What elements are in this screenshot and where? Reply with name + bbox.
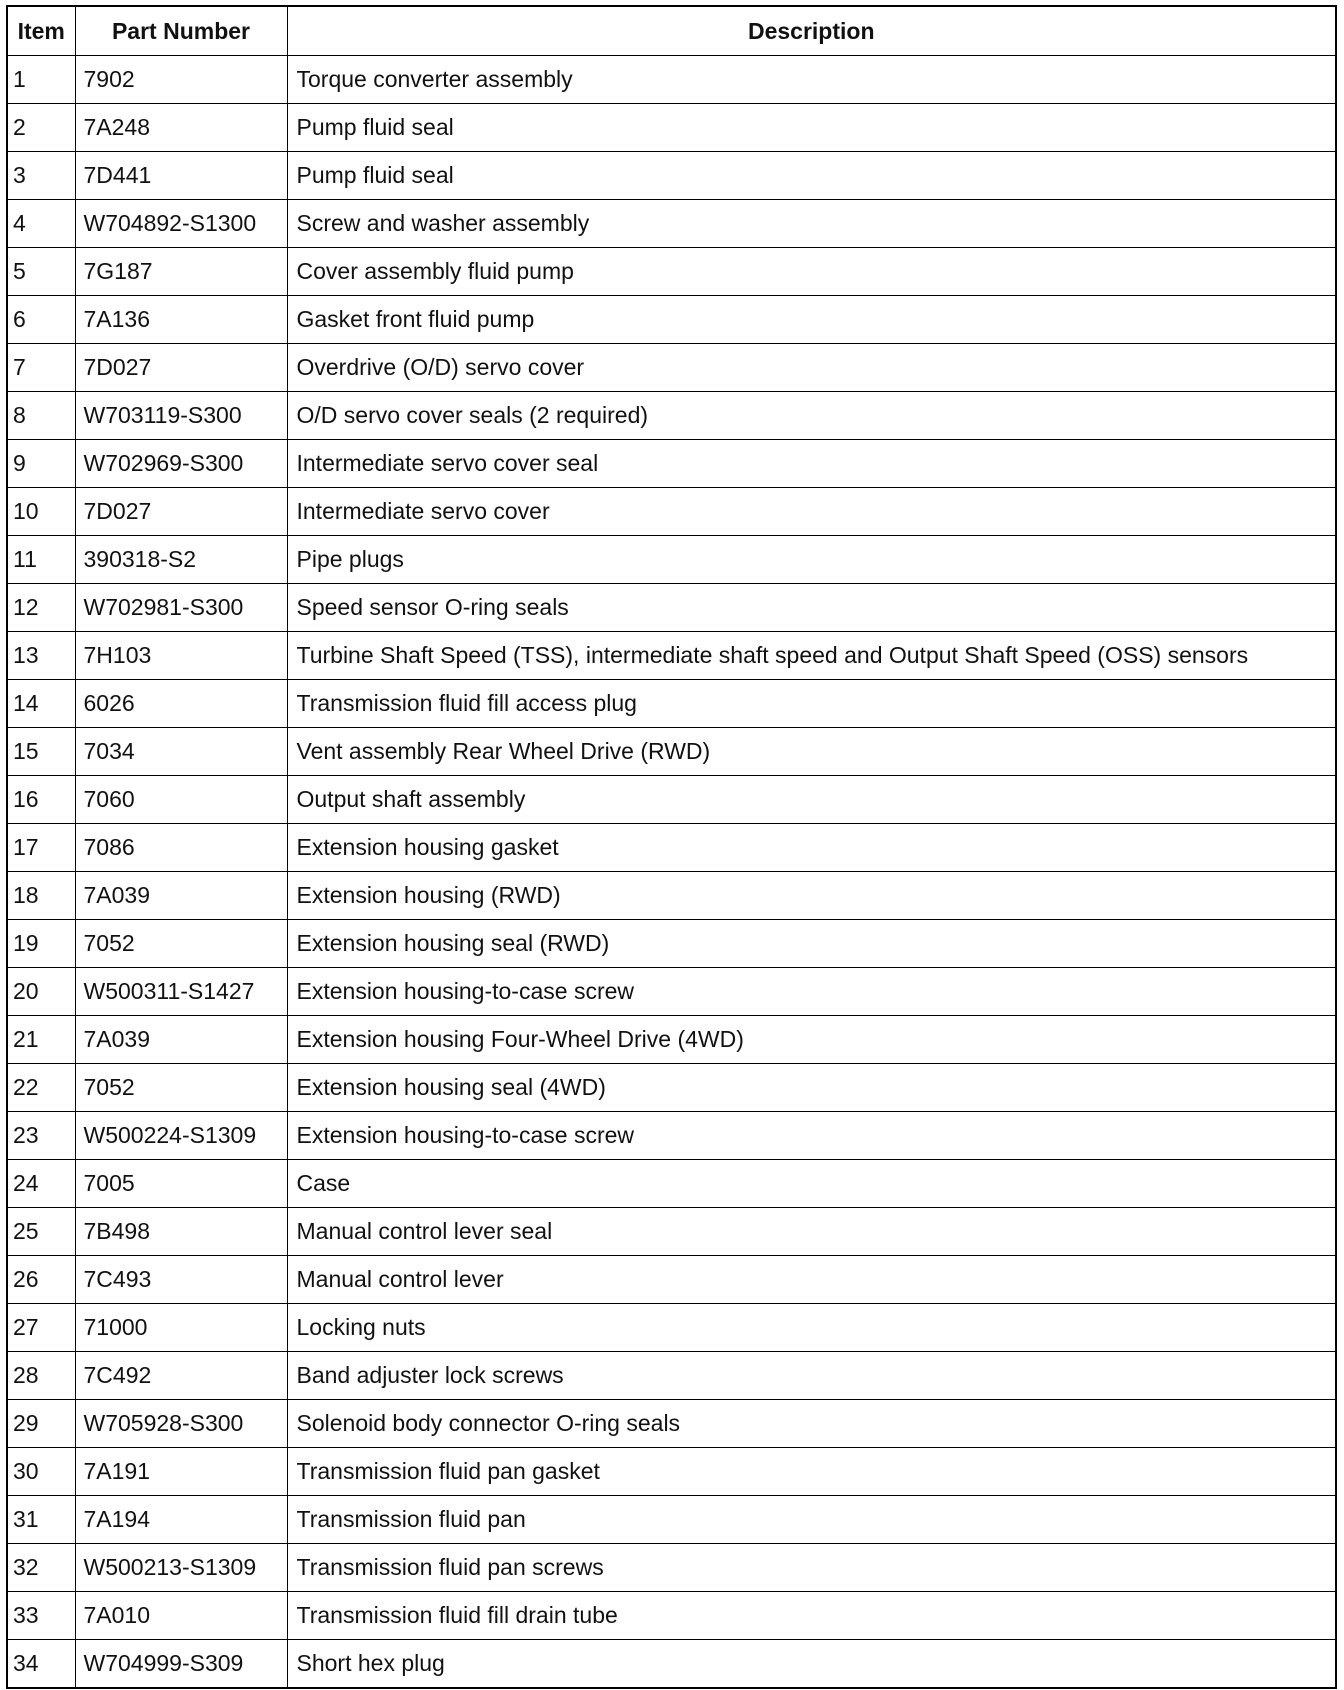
cell-item: 26 [7, 1256, 75, 1304]
table-row [7, 1160, 1336, 1208]
cell-item: 11 [7, 536, 75, 584]
cell-item: 5 [7, 248, 75, 296]
table-row [7, 1496, 1336, 1544]
cell-description: Locking nuts [287, 1304, 1336, 1352]
cell-item: 21 [7, 1016, 75, 1064]
cell-part-number: 7D441 [75, 152, 287, 200]
cell-description: Extension housing (RWD) [287, 872, 1336, 920]
header-description: Description [287, 6, 1336, 56]
cell-part-number: 6026 [75, 680, 287, 728]
table-row [7, 920, 1336, 968]
table-row [7, 152, 1336, 200]
header-item: Item [7, 6, 75, 56]
cell-part-number: W500311-S1427 [75, 968, 287, 1016]
cell-description: Pipe plugs [287, 536, 1336, 584]
cell-part-number: 7A039 [75, 872, 287, 920]
table-row [7, 488, 1336, 536]
table-row [7, 200, 1336, 248]
table-row [7, 440, 1336, 488]
cell-part-number: W702981-S300 [75, 584, 287, 632]
cell-item: 32 [7, 1544, 75, 1592]
cell-description: Extension housing seal (4WD) [287, 1064, 1336, 1112]
cell-part-number: W704892-S1300 [75, 200, 287, 248]
cell-item: 28 [7, 1352, 75, 1400]
table-header [7, 6, 1336, 56]
cell-item: 7 [7, 344, 75, 392]
cell-description: Manual control lever [287, 1256, 1336, 1304]
cell-description: Transmission fluid pan [287, 1496, 1336, 1544]
cell-item: 8 [7, 392, 75, 440]
cell-part-number: 7A191 [75, 1448, 287, 1496]
cell-item: 2 [7, 104, 75, 152]
cell-description: Transmission fluid fill access plug [287, 680, 1336, 728]
table-row [7, 104, 1336, 152]
cell-description: Manual control lever seal [287, 1208, 1336, 1256]
cell-part-number: 7D027 [75, 488, 287, 536]
cell-description: Transmission fluid pan gasket [287, 1448, 1336, 1496]
cell-item: 6 [7, 296, 75, 344]
table-row [7, 1208, 1336, 1256]
table-row [7, 1016, 1336, 1064]
cell-item: 18 [7, 872, 75, 920]
cell-description: Speed sensor O-ring seals [287, 584, 1336, 632]
cell-part-number: 7A039 [75, 1016, 287, 1064]
cell-item: 12 [7, 584, 75, 632]
cell-item: 25 [7, 1208, 75, 1256]
cell-description: Case [287, 1160, 1336, 1208]
cell-description: Turbine Shaft Speed (TSS), intermediate shaft speed and Output Shaft Speed (OSS) sensors [287, 632, 1336, 680]
table-row [7, 1592, 1336, 1640]
cell-description: Short hex plug [287, 1640, 1336, 1689]
table-row [7, 824, 1336, 872]
table-row [7, 584, 1336, 632]
table-row [7, 1304, 1336, 1352]
cell-item: 16 [7, 776, 75, 824]
cell-item: 13 [7, 632, 75, 680]
cell-part-number: 7C493 [75, 1256, 287, 1304]
table-row [7, 296, 1336, 344]
cell-description: Output shaft assembly [287, 776, 1336, 824]
cell-item: 3 [7, 152, 75, 200]
cell-description: Solenoid body connector O-ring seals [287, 1400, 1336, 1448]
cell-description: Intermediate servo cover [287, 488, 1336, 536]
table-row [7, 1544, 1336, 1592]
table-body [7, 56, 1336, 1689]
parts-table [6, 5, 1337, 1689]
table-row [7, 1064, 1336, 1112]
cell-description: Band adjuster lock screws [287, 1352, 1336, 1400]
cell-item: 24 [7, 1160, 75, 1208]
table-row [7, 1256, 1336, 1304]
cell-item: 20 [7, 968, 75, 1016]
cell-item: 23 [7, 1112, 75, 1160]
cell-part-number: 7A248 [75, 104, 287, 152]
cell-part-number: 390318-S2 [75, 536, 287, 584]
cell-description: Cover assembly fluid pump [287, 248, 1336, 296]
cell-item: 15 [7, 728, 75, 776]
cell-part-number: 7G187 [75, 248, 287, 296]
cell-item: 17 [7, 824, 75, 872]
cell-item: 29 [7, 1400, 75, 1448]
cell-part-number: W500213-S1309 [75, 1544, 287, 1592]
header-part-number: Part Number [75, 6, 287, 56]
cell-part-number: 71000 [75, 1304, 287, 1352]
cell-part-number: W704999-S309 [75, 1640, 287, 1689]
cell-part-number: 7A010 [75, 1592, 287, 1640]
cell-description: Overdrive (O/D) servo cover [287, 344, 1336, 392]
table-row [7, 680, 1336, 728]
cell-part-number: 7005 [75, 1160, 287, 1208]
cell-part-number: 7A136 [75, 296, 287, 344]
cell-part-number: W702969-S300 [75, 440, 287, 488]
cell-description: Torque converter assembly [287, 56, 1336, 104]
header-row [7, 6, 1336, 56]
cell-item: 10 [7, 488, 75, 536]
cell-part-number: 7A194 [75, 1496, 287, 1544]
table-row [7, 968, 1336, 1016]
cell-part-number: 7H103 [75, 632, 287, 680]
cell-part-number: W500224-S1309 [75, 1112, 287, 1160]
cell-description: Screw and washer assembly [287, 200, 1336, 248]
cell-part-number: 7060 [75, 776, 287, 824]
cell-part-number: 7052 [75, 920, 287, 968]
cell-item: 1 [7, 56, 75, 104]
table-row [7, 56, 1336, 104]
cell-description: Intermediate servo cover seal [287, 440, 1336, 488]
cell-description: Transmission fluid pan screws [287, 1544, 1336, 1592]
cell-part-number: 7B498 [75, 1208, 287, 1256]
table-row [7, 632, 1336, 680]
table-row [7, 536, 1336, 584]
cell-description: Extension housing-to-case screw [287, 968, 1336, 1016]
cell-description: Extension housing Four-Wheel Drive (4WD) [287, 1016, 1336, 1064]
cell-description: Pump fluid seal [287, 152, 1336, 200]
table-row [7, 392, 1336, 440]
table-row [7, 1112, 1336, 1160]
cell-item: 4 [7, 200, 75, 248]
cell-description: Pump fluid seal [287, 104, 1336, 152]
cell-part-number: 7034 [75, 728, 287, 776]
table-row [7, 1400, 1336, 1448]
cell-part-number: W705928-S300 [75, 1400, 287, 1448]
table-row [7, 1448, 1336, 1496]
table-row [7, 1352, 1336, 1400]
cell-description: Extension housing gasket [287, 824, 1336, 872]
cell-description: O/D servo cover seals (2 required) [287, 392, 1336, 440]
cell-description: Transmission fluid fill drain tube [287, 1592, 1336, 1640]
cell-description: Extension housing-to-case screw [287, 1112, 1336, 1160]
cell-part-number: 7086 [75, 824, 287, 872]
cell-description: Extension housing seal (RWD) [287, 920, 1336, 968]
cell-part-number: 7C492 [75, 1352, 287, 1400]
cell-item: 14 [7, 680, 75, 728]
cell-item: 22 [7, 1064, 75, 1112]
table-row [7, 344, 1336, 392]
cell-item: 33 [7, 1592, 75, 1640]
cell-item: 30 [7, 1448, 75, 1496]
cell-description: Gasket front fluid pump [287, 296, 1336, 344]
cell-item: 31 [7, 1496, 75, 1544]
table-row [7, 728, 1336, 776]
cell-part-number: W703119-S300 [75, 392, 287, 440]
table-row [7, 248, 1336, 296]
table-row [7, 776, 1336, 824]
cell-description: Vent assembly Rear Wheel Drive (RWD) [287, 728, 1336, 776]
cell-part-number: 7D027 [75, 344, 287, 392]
cell-item: 9 [7, 440, 75, 488]
table-row [7, 1640, 1336, 1689]
cell-item: 19 [7, 920, 75, 968]
cell-part-number: 7052 [75, 1064, 287, 1112]
cell-item: 34 [7, 1640, 75, 1689]
cell-item: 27 [7, 1304, 75, 1352]
cell-part-number: 7902 [75, 56, 287, 104]
table-row [7, 872, 1336, 920]
